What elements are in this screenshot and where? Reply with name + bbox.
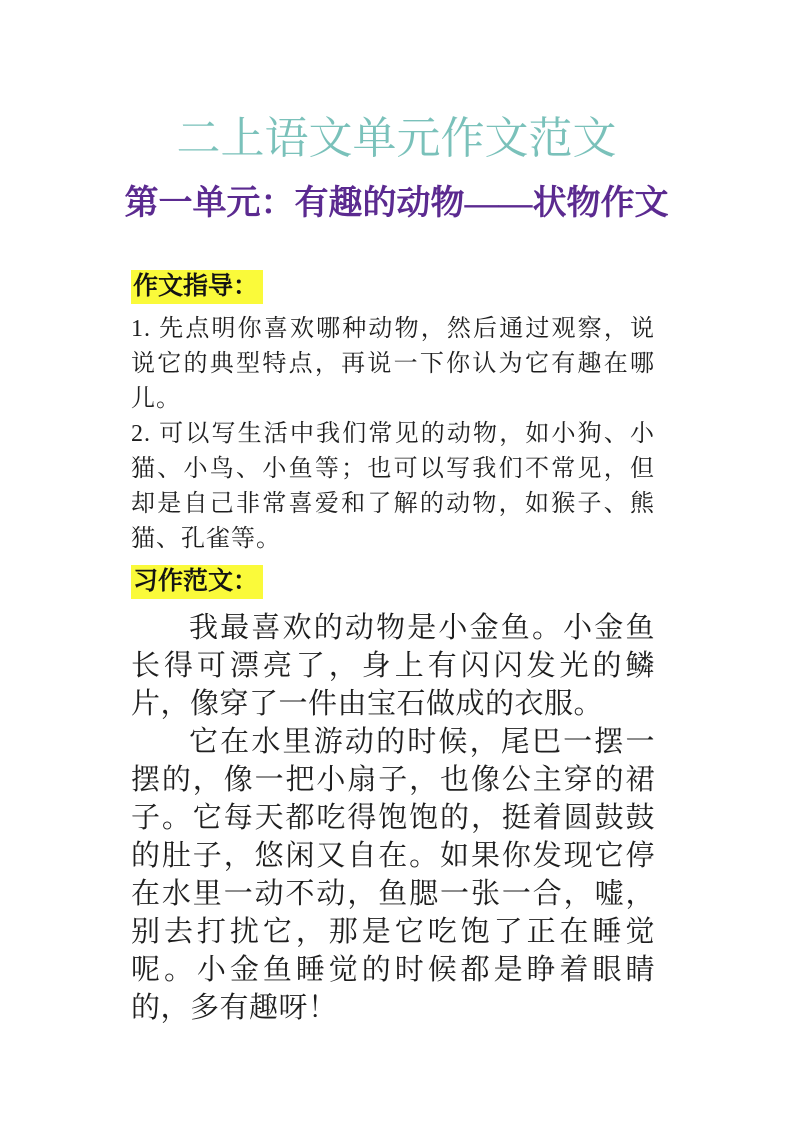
guidance-item-2: 2. 可以写生活中我们常见的动物，如小狗、小猫、小鸟、小鱼等；也可以写我们不常见，但却是自己非常喜爱和了解的动物，如猴子、熊猫、孔雀等。 [131,421,655,552]
document-body [131,270,655,1027]
sample-section [131,565,655,601]
document-title: 二上语文单元作文范文 [176,114,617,163]
guidance-section-label: 作文指导： [131,270,263,304]
sample-section-label: 习作范文： [131,565,263,599]
essay-paragraph-1: 我最喜欢的动物是小金鱼。小金鱼长得可漂亮了，身上有闪闪发光的鳞片，像穿了一件由宝石做成的衣服。 [131,612,655,720]
guidance-section [131,270,655,306]
essay-paragraph-2: 它在水里游动的时候，尾巴一摆一摆的，像一把小扇子，也像公主穿的裙子。它每天都吃得饱饱的，挺着圆鼓鼓的肚子，悠闲又自在。如果你发现它停在水里一动不动，鱼腮一张一合，嘘，别去打扰它，那是它吃饱了正在睡觉呢。小金鱼睡觉的时候都是睁着眼睛的，多有趣呀！ [131,726,655,1024]
unit-heading: 第一单元：有趣的动物——状物作文 [124,185,669,222]
guidance-item-1: 1. 先点明你喜欢哪种动物，然后通过观察，说说它的典型特点，再说一下你认为它有趣在哪儿。 [131,316,655,412]
